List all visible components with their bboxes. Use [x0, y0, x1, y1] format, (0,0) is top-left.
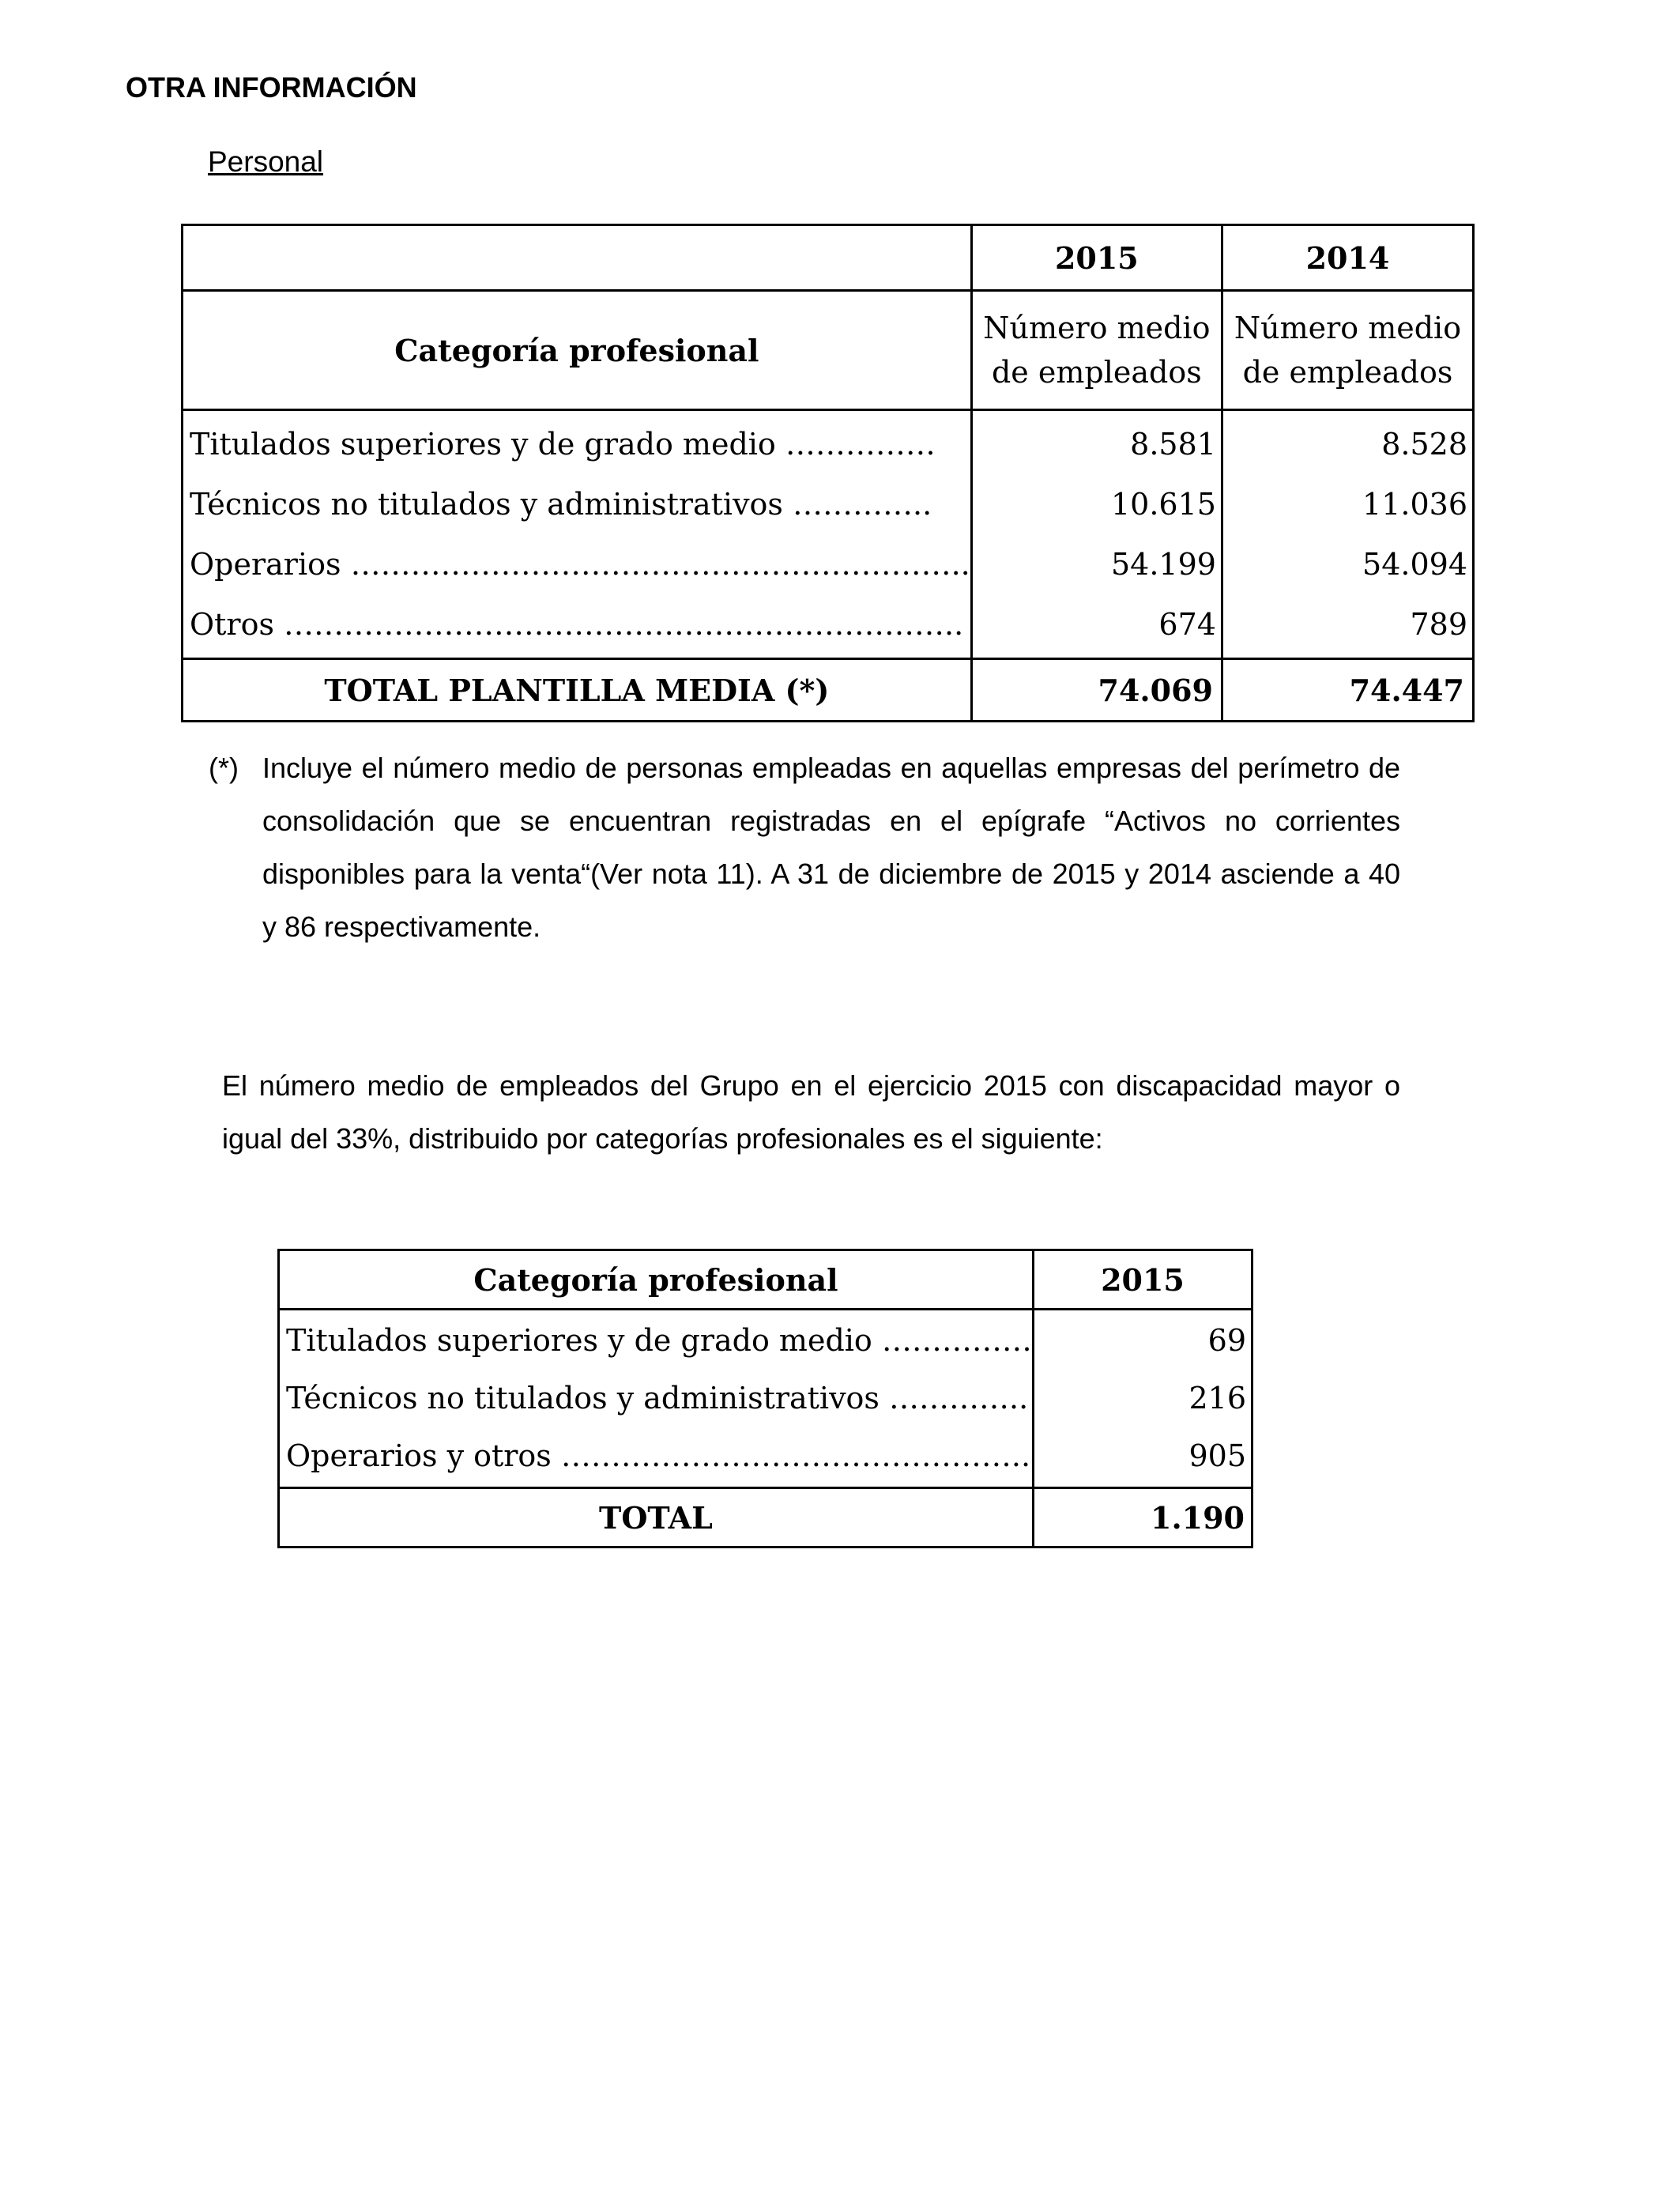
footnote-text: Incluye el número medio de personas empleadas en aquellas empresas del perímetro de consolidación que se encuentran registradas en el epígrafe “Activos no corrientes disponibles para la venta“(Ver nota 11). A 31 de diciembre de 2015 y 2014 asciende a 40 y 86 respectivamente. — [262, 752, 1400, 943]
column-header-row — [279, 1250, 1252, 1310]
row-value-2015: 674 — [1158, 607, 1216, 642]
row-label: Técnicos no titulados y administrativos ………….. — [286, 1381, 1029, 1416]
row-value-2014: 11.036 — [1362, 487, 1467, 522]
row-value: 69 — [1207, 1323, 1246, 1358]
subsection-title: Personal — [208, 145, 324, 178]
row-value-2015: 54.199 — [1110, 547, 1216, 582]
total-row — [279, 1488, 1252, 1547]
year-header-2014: 2014 — [1222, 225, 1473, 291]
values-2015-cell — [971, 410, 1222, 659]
category-labels-cell — [279, 1310, 1034, 1488]
year-header-2015: 2015 — [1033, 1250, 1252, 1310]
row-label: Titulados superiores y de grado medio …………… — [286, 1323, 1032, 1358]
row-value: 905 — [1188, 1438, 1246, 1473]
row-value-2014: 8.528 — [1381, 427, 1467, 462]
header-line-1: Número medio — [983, 311, 1211, 345]
row-value-2015: 10.615 — [1110, 487, 1216, 522]
category-header: Categoría profesional — [183, 291, 972, 410]
empty-header-cell — [183, 225, 972, 291]
data-rows — [183, 410, 1474, 659]
avg-employees-header-2015 — [971, 291, 1222, 410]
footnote-mark: (*) — [209, 752, 239, 784]
total-label: TOTAL — [279, 1488, 1034, 1547]
footnote — [209, 741, 1400, 953]
row-value-2014: 789 — [1410, 607, 1467, 642]
row-label: Otros ………………………………………………………….. — [190, 607, 964, 642]
header-line-1: Número medio — [1234, 311, 1462, 345]
personnel-table — [181, 224, 1475, 722]
values-2014-cell — [1222, 410, 1473, 659]
header-line-2: de empleados — [1242, 355, 1453, 390]
header-line-2: de empleados — [991, 355, 1202, 390]
data-rows — [279, 1310, 1252, 1488]
total-row — [183, 659, 1474, 722]
values-2015-cell — [1033, 1310, 1252, 1488]
row-label: Operarios y otros ……………………………………….. — [286, 1438, 1031, 1473]
year-header-row — [183, 225, 1474, 291]
row-label: Titulados superiores y de grado medio …………… — [190, 427, 936, 462]
avg-employees-header-2014 — [1222, 291, 1473, 410]
category-header: Categoría profesional — [279, 1250, 1034, 1310]
category-labels-cell — [183, 410, 972, 659]
column-header-row — [183, 291, 1474, 410]
row-label: Operarios …………………………………………………….. — [190, 547, 970, 582]
year-header-2015: 2015 — [971, 225, 1222, 291]
intro-paragraph: El número medio de empleados del Grupo en el ejercicio 2015 con discapacidad mayor o igual del 33%, distribuido por categorías profesionales es el siguiente: — [222, 1069, 1400, 1155]
total-label: TOTAL PLANTILLA MEDIA (*) — [183, 659, 972, 722]
row-value-2015: 8.581 — [1130, 427, 1216, 462]
total-value-2015: 74.069 — [971, 659, 1222, 722]
row-value: 216 — [1188, 1381, 1246, 1416]
row-label: Técnicos no titulados y administrativos ………….. — [190, 487, 932, 522]
disability-table — [277, 1249, 1253, 1548]
total-value-2014: 74.447 — [1222, 659, 1473, 722]
total-value: 1.190 — [1033, 1488, 1252, 1547]
row-value-2014: 54.094 — [1362, 547, 1467, 582]
section-title: OTRA INFORMACIÓN — [126, 71, 417, 104]
